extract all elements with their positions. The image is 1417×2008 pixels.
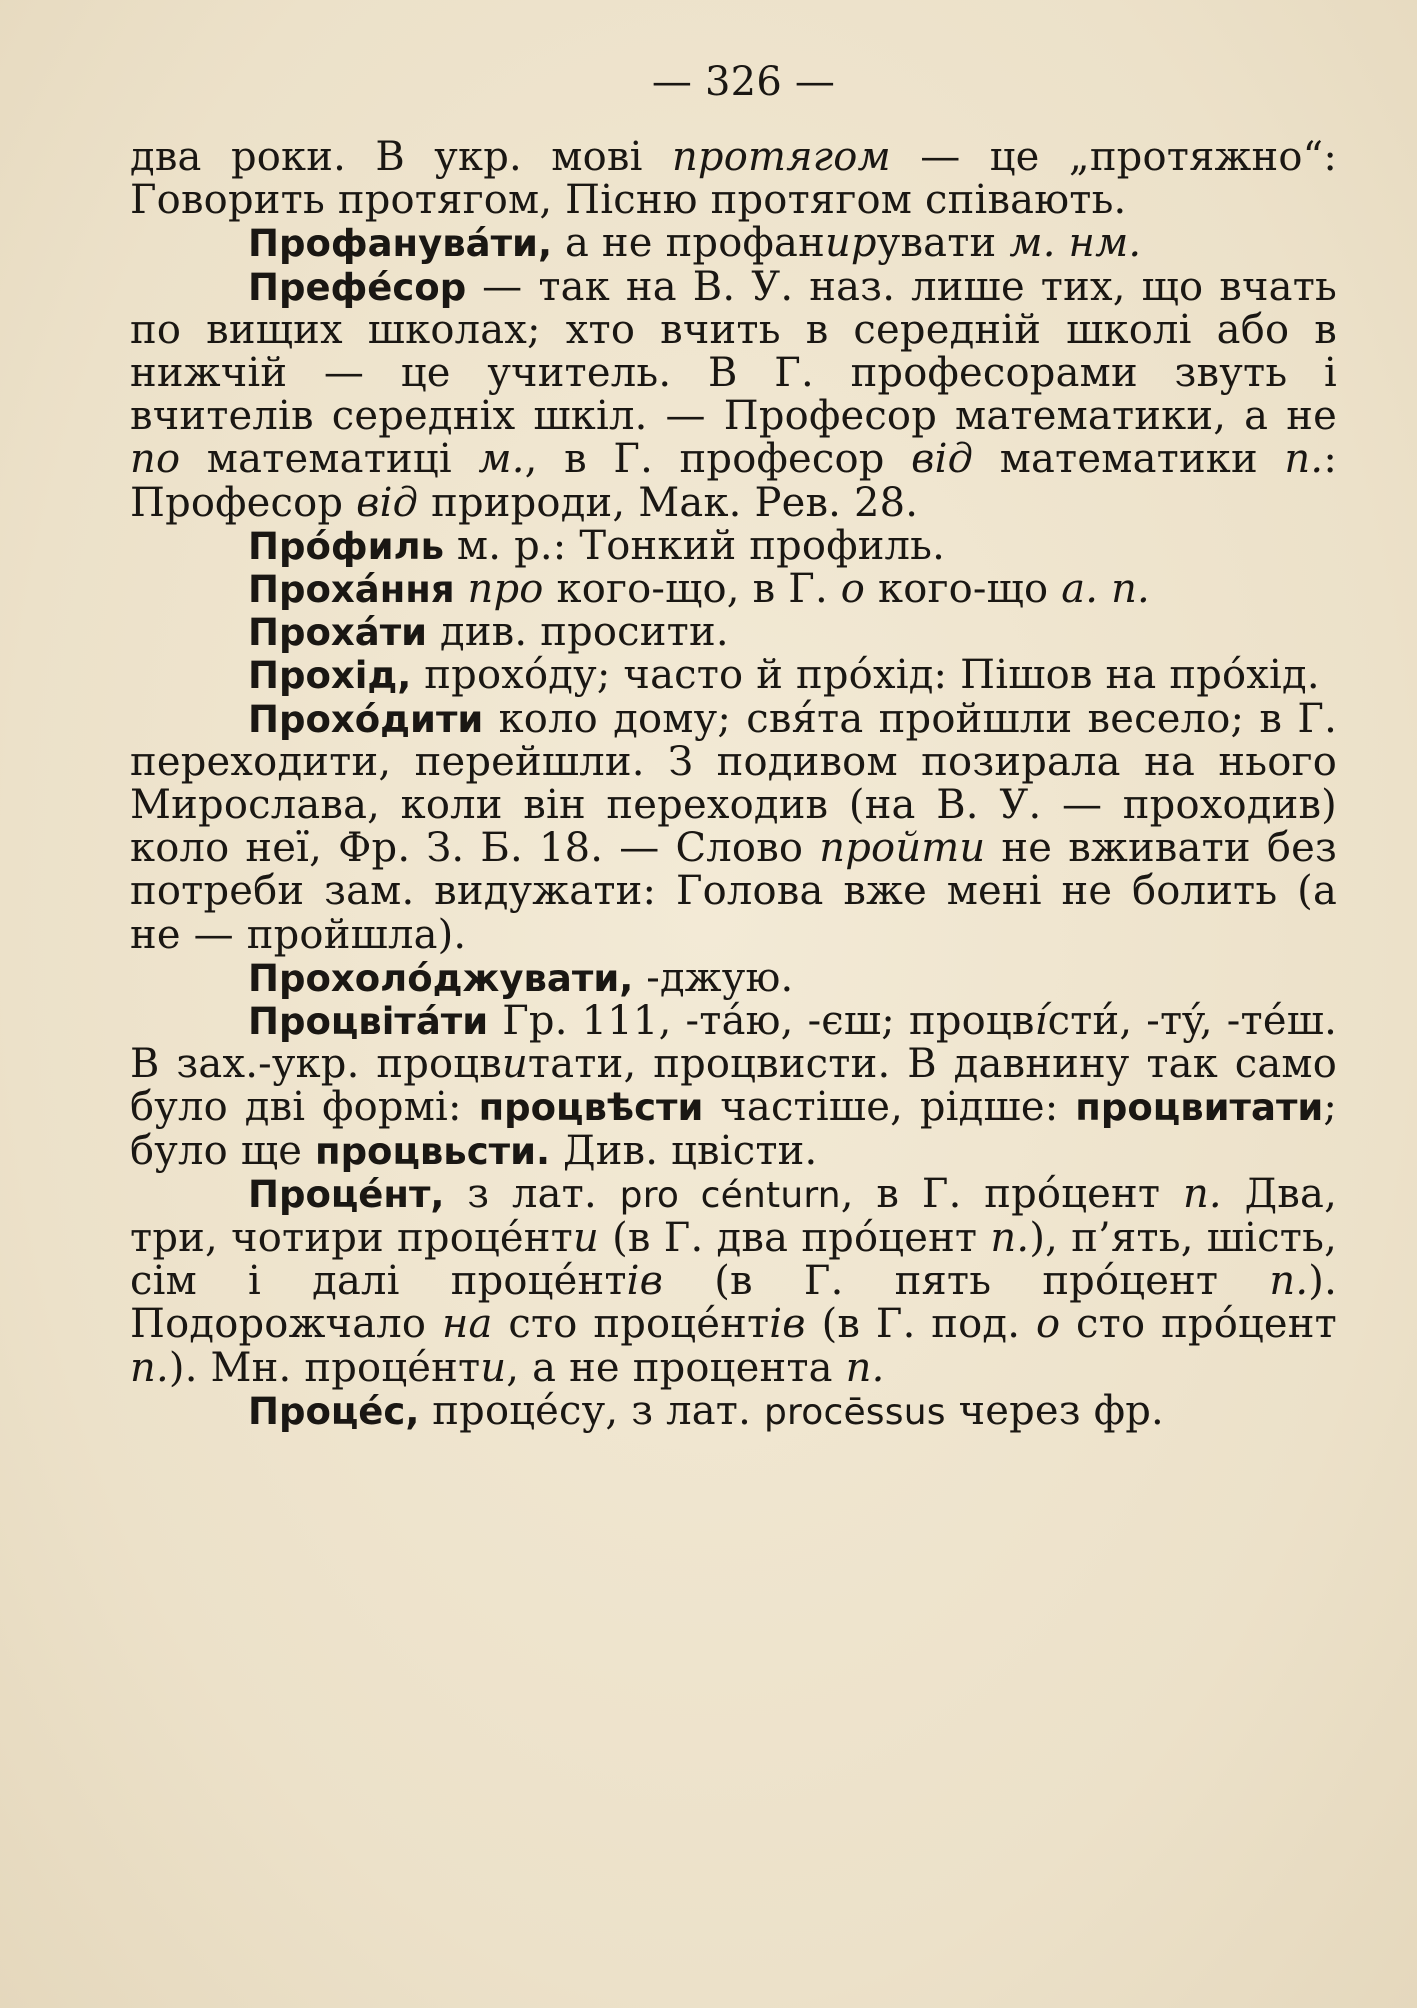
italic-text: а. п. xyxy=(1061,566,1150,613)
dictionary-entry xyxy=(130,568,1337,611)
entry-text: м. р.: Тонкий профиль. xyxy=(444,522,946,569)
italic-text: о xyxy=(840,566,866,613)
page-number-header xyxy=(150,52,1337,136)
entry-text: сто процéнт xyxy=(492,1301,770,1348)
entry-text: -джую. xyxy=(633,954,794,1001)
entry-headword: Процвітáти xyxy=(248,1000,489,1044)
entry-continuation xyxy=(130,136,1337,222)
italic-text: п. xyxy=(990,1215,1030,1262)
entry-headword: Процéнт, xyxy=(248,1172,445,1216)
entry-text: Гр. 111, -тáю, -єш; процв xyxy=(488,998,1035,1045)
entry-text: процéсу, з лат. xyxy=(419,1387,764,1434)
entry-text: : Професор xyxy=(130,436,1337,526)
entry-text: кого-що, в Г. xyxy=(543,566,841,613)
dictionary-entry xyxy=(130,954,1337,1001)
entry-text: , а не процента xyxy=(506,1344,846,1391)
dictionary-entry xyxy=(130,522,1337,569)
italic-text: м. нм. xyxy=(1009,220,1142,267)
entry-text: увати xyxy=(876,220,1010,267)
entry-text: а не профан xyxy=(552,220,825,267)
entry-text: через фр. xyxy=(945,1387,1164,1434)
italic-text: протягом xyxy=(671,134,891,180)
entry-text: (в Г. пять прóцент xyxy=(663,1258,1270,1305)
dictionary-entry xyxy=(130,1000,1337,1173)
entry-text: ; було ще xyxy=(130,1084,1337,1174)
italic-text: п. xyxy=(1182,1170,1222,1217)
entry-text: кого-що xyxy=(865,566,1062,613)
entry-text: два роки. В укр. мові xyxy=(130,134,672,180)
dictionary-entry xyxy=(130,1387,1337,1434)
entry-headword: процвьсти. xyxy=(315,1129,551,1173)
entry-text: сти́, -тý, -тéш. В зах.-укр. процв xyxy=(130,998,1337,1088)
entry-text: — так на В. У. наз. лише тих, що вчать по вищих школах; хто вчить в середній школі або в нижчій — це учитель. В Г. професорами звуть і вчителів середніх шкіл. — Професор математики, а не xyxy=(130,263,1337,440)
dictionary-entry xyxy=(130,1170,1338,1391)
entry-text: тати, процвисти. В давнину так само було дві формі: xyxy=(130,1041,1338,1131)
italic-text: п. xyxy=(1269,1258,1309,1305)
italic-text: о xyxy=(1035,1301,1061,1348)
entry-text: ). Подорожчало xyxy=(130,1258,1337,1348)
entry-text: не вживати без потреби зам. видужати: Голова вже мені не болить (а не — пройшла). xyxy=(130,825,1337,958)
entry-headword: Прóфиль xyxy=(248,524,445,568)
page-number: — 326 — xyxy=(651,59,836,105)
entry-text: — це „протяжно“: Говорить протягом, Пісню протягом співають. xyxy=(130,134,1337,224)
italic-text: и xyxy=(480,1344,507,1391)
entry-text xyxy=(455,566,468,612)
italic-text: í xyxy=(1034,998,1048,1045)
entry-text: з лат. xyxy=(444,1170,620,1217)
italic-text: ів xyxy=(769,1301,806,1348)
dictionary-entries xyxy=(130,136,1337,1434)
italic-text: по xyxy=(130,436,181,483)
italic-text: и xyxy=(572,1215,599,1262)
dictionary-entry xyxy=(130,654,1337,697)
entry-headword: Прохáння xyxy=(248,568,455,612)
italic-text: ів xyxy=(626,1258,664,1305)
entry-text: природи, Мак. Рев. 28. xyxy=(418,479,919,526)
italic-text: п. xyxy=(845,1344,885,1391)
dictionary-entry xyxy=(130,222,1337,265)
dictionary-entry xyxy=(130,611,1337,654)
italic-text: пройти xyxy=(819,825,986,872)
italic-text: про xyxy=(467,566,544,613)
entry-headword: Прохід, xyxy=(248,654,412,698)
entry-text: частіше, рідше: xyxy=(703,1084,1076,1131)
italic-text: ир xyxy=(824,220,877,267)
entry-text: математиці xyxy=(180,436,479,483)
italic-text: від xyxy=(911,436,974,483)
entry-text: Два, три, чотири процéнт xyxy=(130,1170,1337,1262)
entry-headword: Процéс, xyxy=(248,1389,420,1433)
entry-headword: Профанувáти, xyxy=(248,222,553,266)
entry-text: коло дому; свя́та пройшли весело; в Г. переходити, перейшли. З подивом позирала на нього Мирослава, коли він переходив (на В. У. — проходив) коло неї, Фр. З. Б. 18. — Слово xyxy=(130,695,1337,872)
dictionary-entry xyxy=(130,263,1337,526)
entry-text: (в Г. два прóцент xyxy=(598,1215,991,1262)
italic-text: від xyxy=(356,479,419,526)
entry-text: , в Г. прóцент xyxy=(840,1170,1183,1217)
italic-text: на xyxy=(441,1301,493,1348)
italic-text: п. xyxy=(130,1344,169,1391)
entry-headword: Прохóдити xyxy=(248,697,484,741)
entry-text: див. просити. xyxy=(427,609,729,656)
entry-headword: Прохолóджувати, xyxy=(248,956,634,1000)
entry-headword: Префéсор xyxy=(248,265,467,309)
entry-text: ), п’ять, шість, сім і далі процéнт xyxy=(130,1215,1338,1305)
entry-text: , в Г. професор xyxy=(524,436,912,483)
entry-text: ). Мн. процéнт xyxy=(168,1344,481,1391)
dictionary-entry xyxy=(130,695,1337,958)
entry-text: Див. цвісти. xyxy=(550,1127,818,1174)
italic-text: м. xyxy=(478,436,525,483)
entry-text: (в Г. под. xyxy=(805,1301,1036,1348)
italic-text: и xyxy=(501,1041,528,1088)
latin-text: pro cénturn xyxy=(619,1174,841,1216)
latin-text: procēssus xyxy=(763,1391,946,1433)
entry-text: прохóду; часто й прóхід: Пішов на прóхід. xyxy=(411,652,1320,699)
entry-headword: процвитати xyxy=(1075,1086,1324,1130)
italic-text: п. xyxy=(1284,436,1324,483)
entry-text: математики xyxy=(973,436,1285,483)
entry-headword: Прохáти xyxy=(248,611,428,655)
entry-headword: процвѣсти xyxy=(478,1086,704,1130)
entry-text: сто прóцент xyxy=(1060,1301,1337,1348)
